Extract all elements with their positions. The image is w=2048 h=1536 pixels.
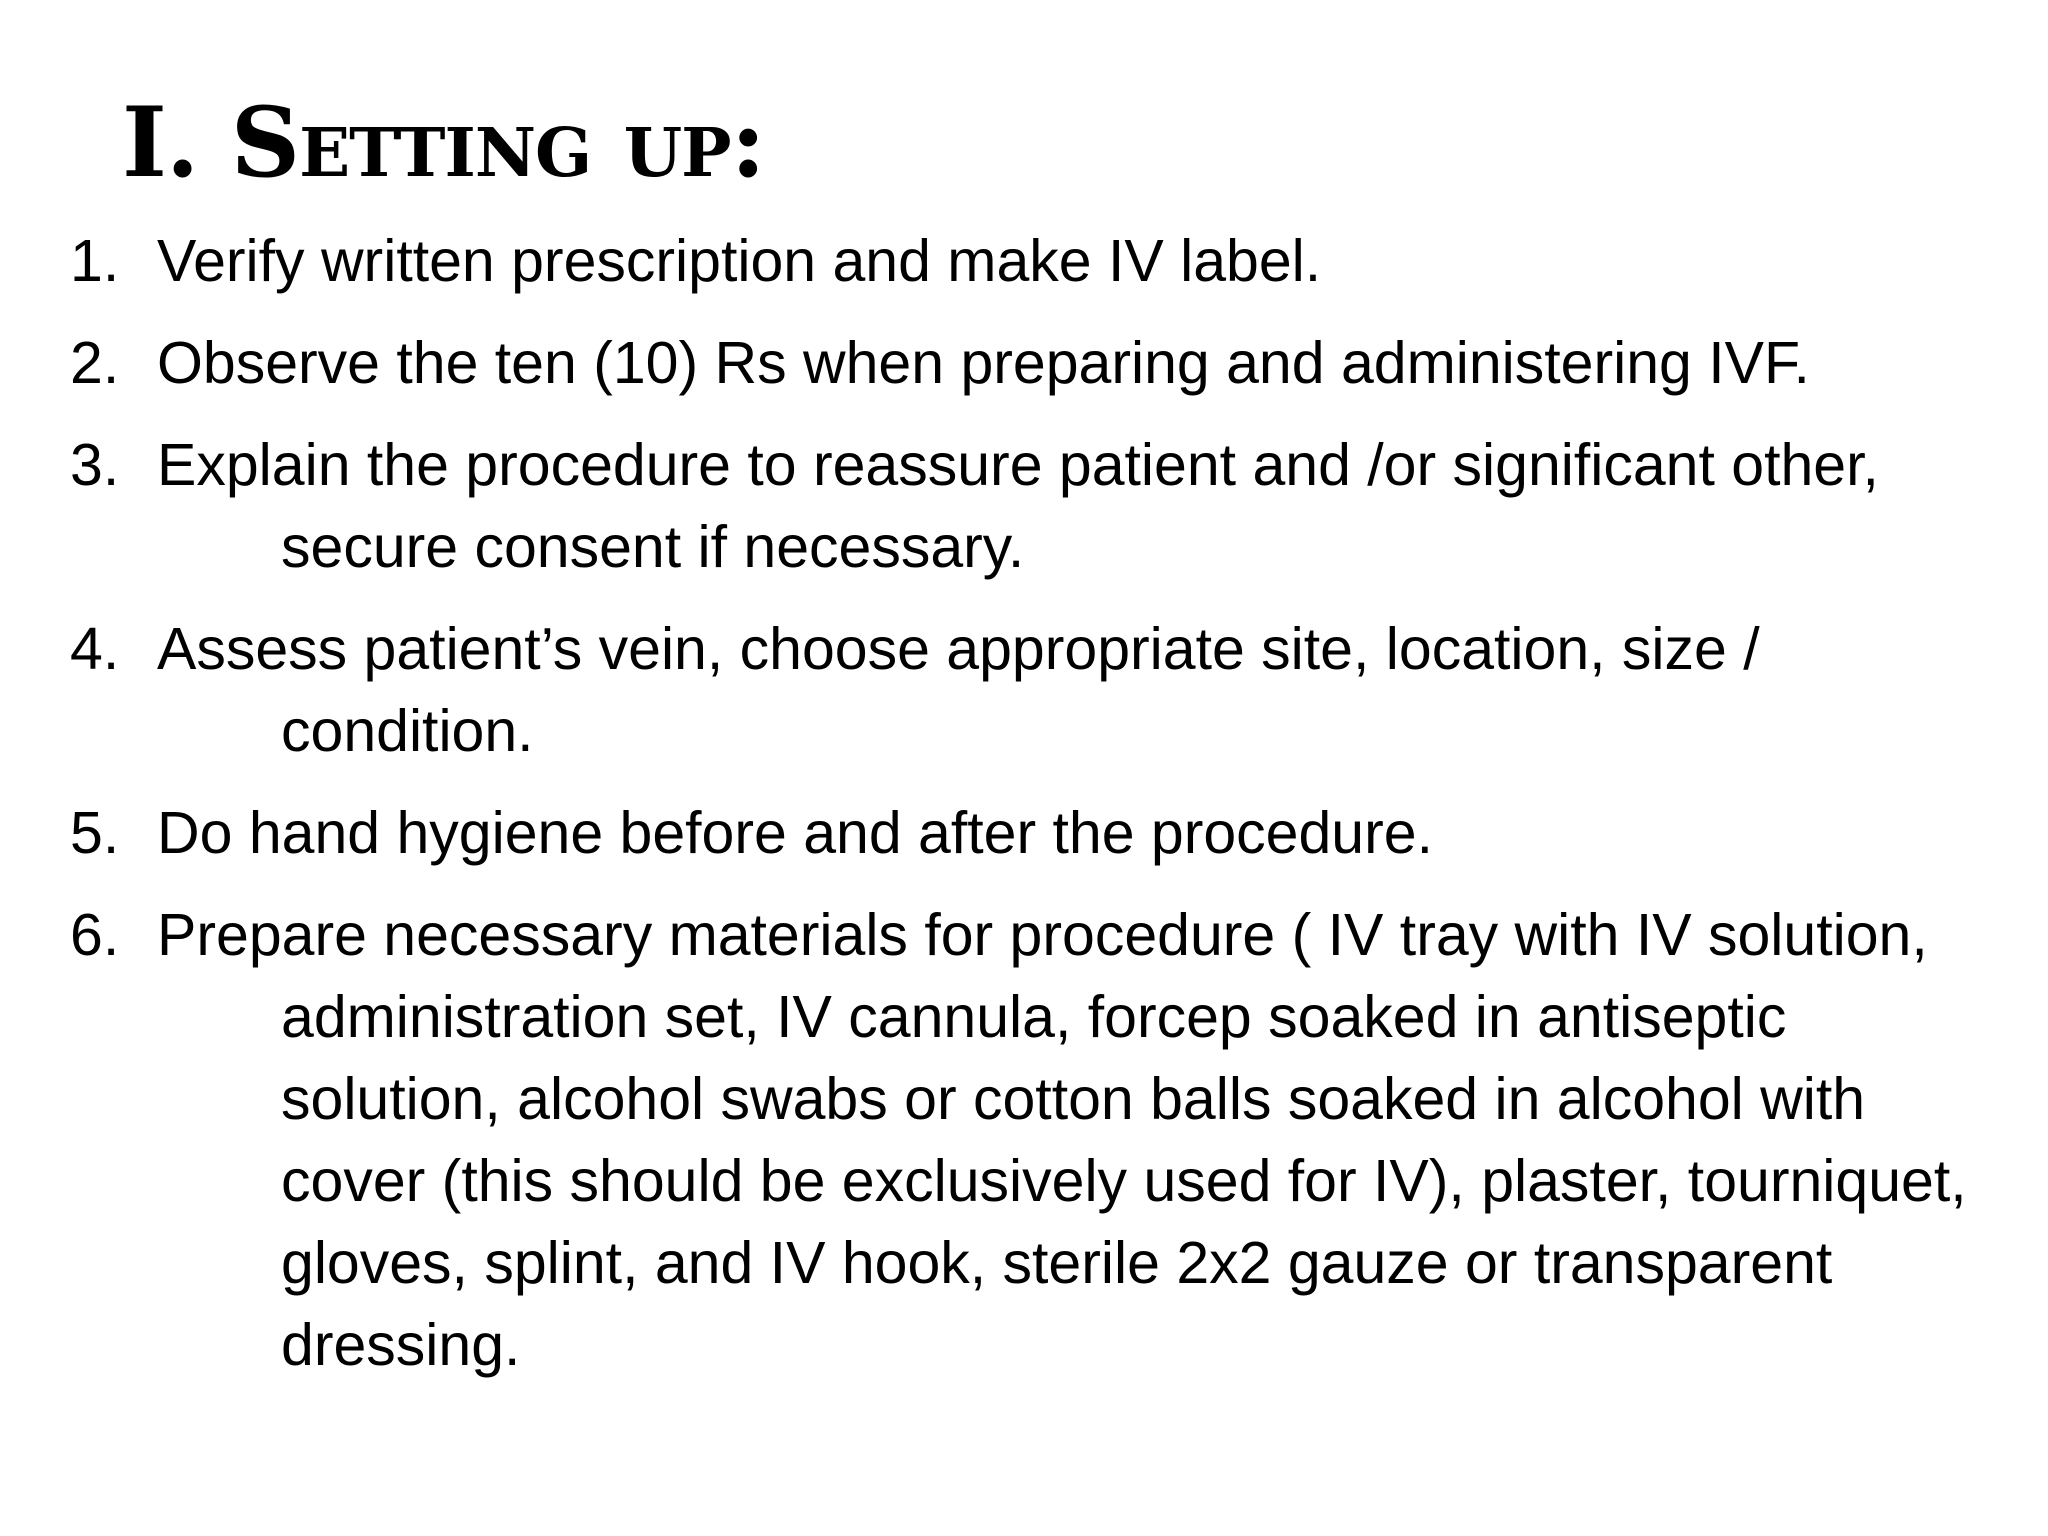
step-number: 5. xyxy=(70,800,120,866)
step-number: 3. xyxy=(70,432,120,498)
step-text: Verify written prescription and make IV label. xyxy=(157,228,1322,294)
list-item xyxy=(70,322,1970,404)
step-text: Assess patient’s vein, choose appropriate site, location, size / condition. xyxy=(157,616,1760,764)
steps-list xyxy=(70,220,1970,1406)
step-text: Do hand hygiene before and after the procedure. xyxy=(157,800,1433,866)
step-text: Prepare necessary materials for procedure ( IV tray with IV solution, administration set, IV cannula, forcep soaked in antiseptic solution, alcohol swabs or cotton balls soaked in alcohol with cover (this should be exclusively used for IV), plaster, tourniquet, gloves, splint, and IV hook, sterile 2x2 gauze or transparent dressing. xyxy=(157,902,1967,1378)
list-item xyxy=(70,608,1970,772)
step-text: Observe the ten (10) Rs when preparing and administering IVF. xyxy=(157,330,1810,396)
step-number: 1. xyxy=(70,228,120,294)
step-text: Explain the procedure to reassure patient and /or significant other, secure consent if necessary. xyxy=(157,432,1879,580)
step-number: 2. xyxy=(70,330,120,396)
list-item xyxy=(70,424,1970,588)
step-number: 6. xyxy=(70,902,120,968)
step-number: 4. xyxy=(70,616,120,682)
list-item xyxy=(70,894,1970,1386)
list-item xyxy=(70,792,1970,874)
list-item xyxy=(70,220,1970,302)
slide-title: I. Setting up: xyxy=(122,86,765,199)
